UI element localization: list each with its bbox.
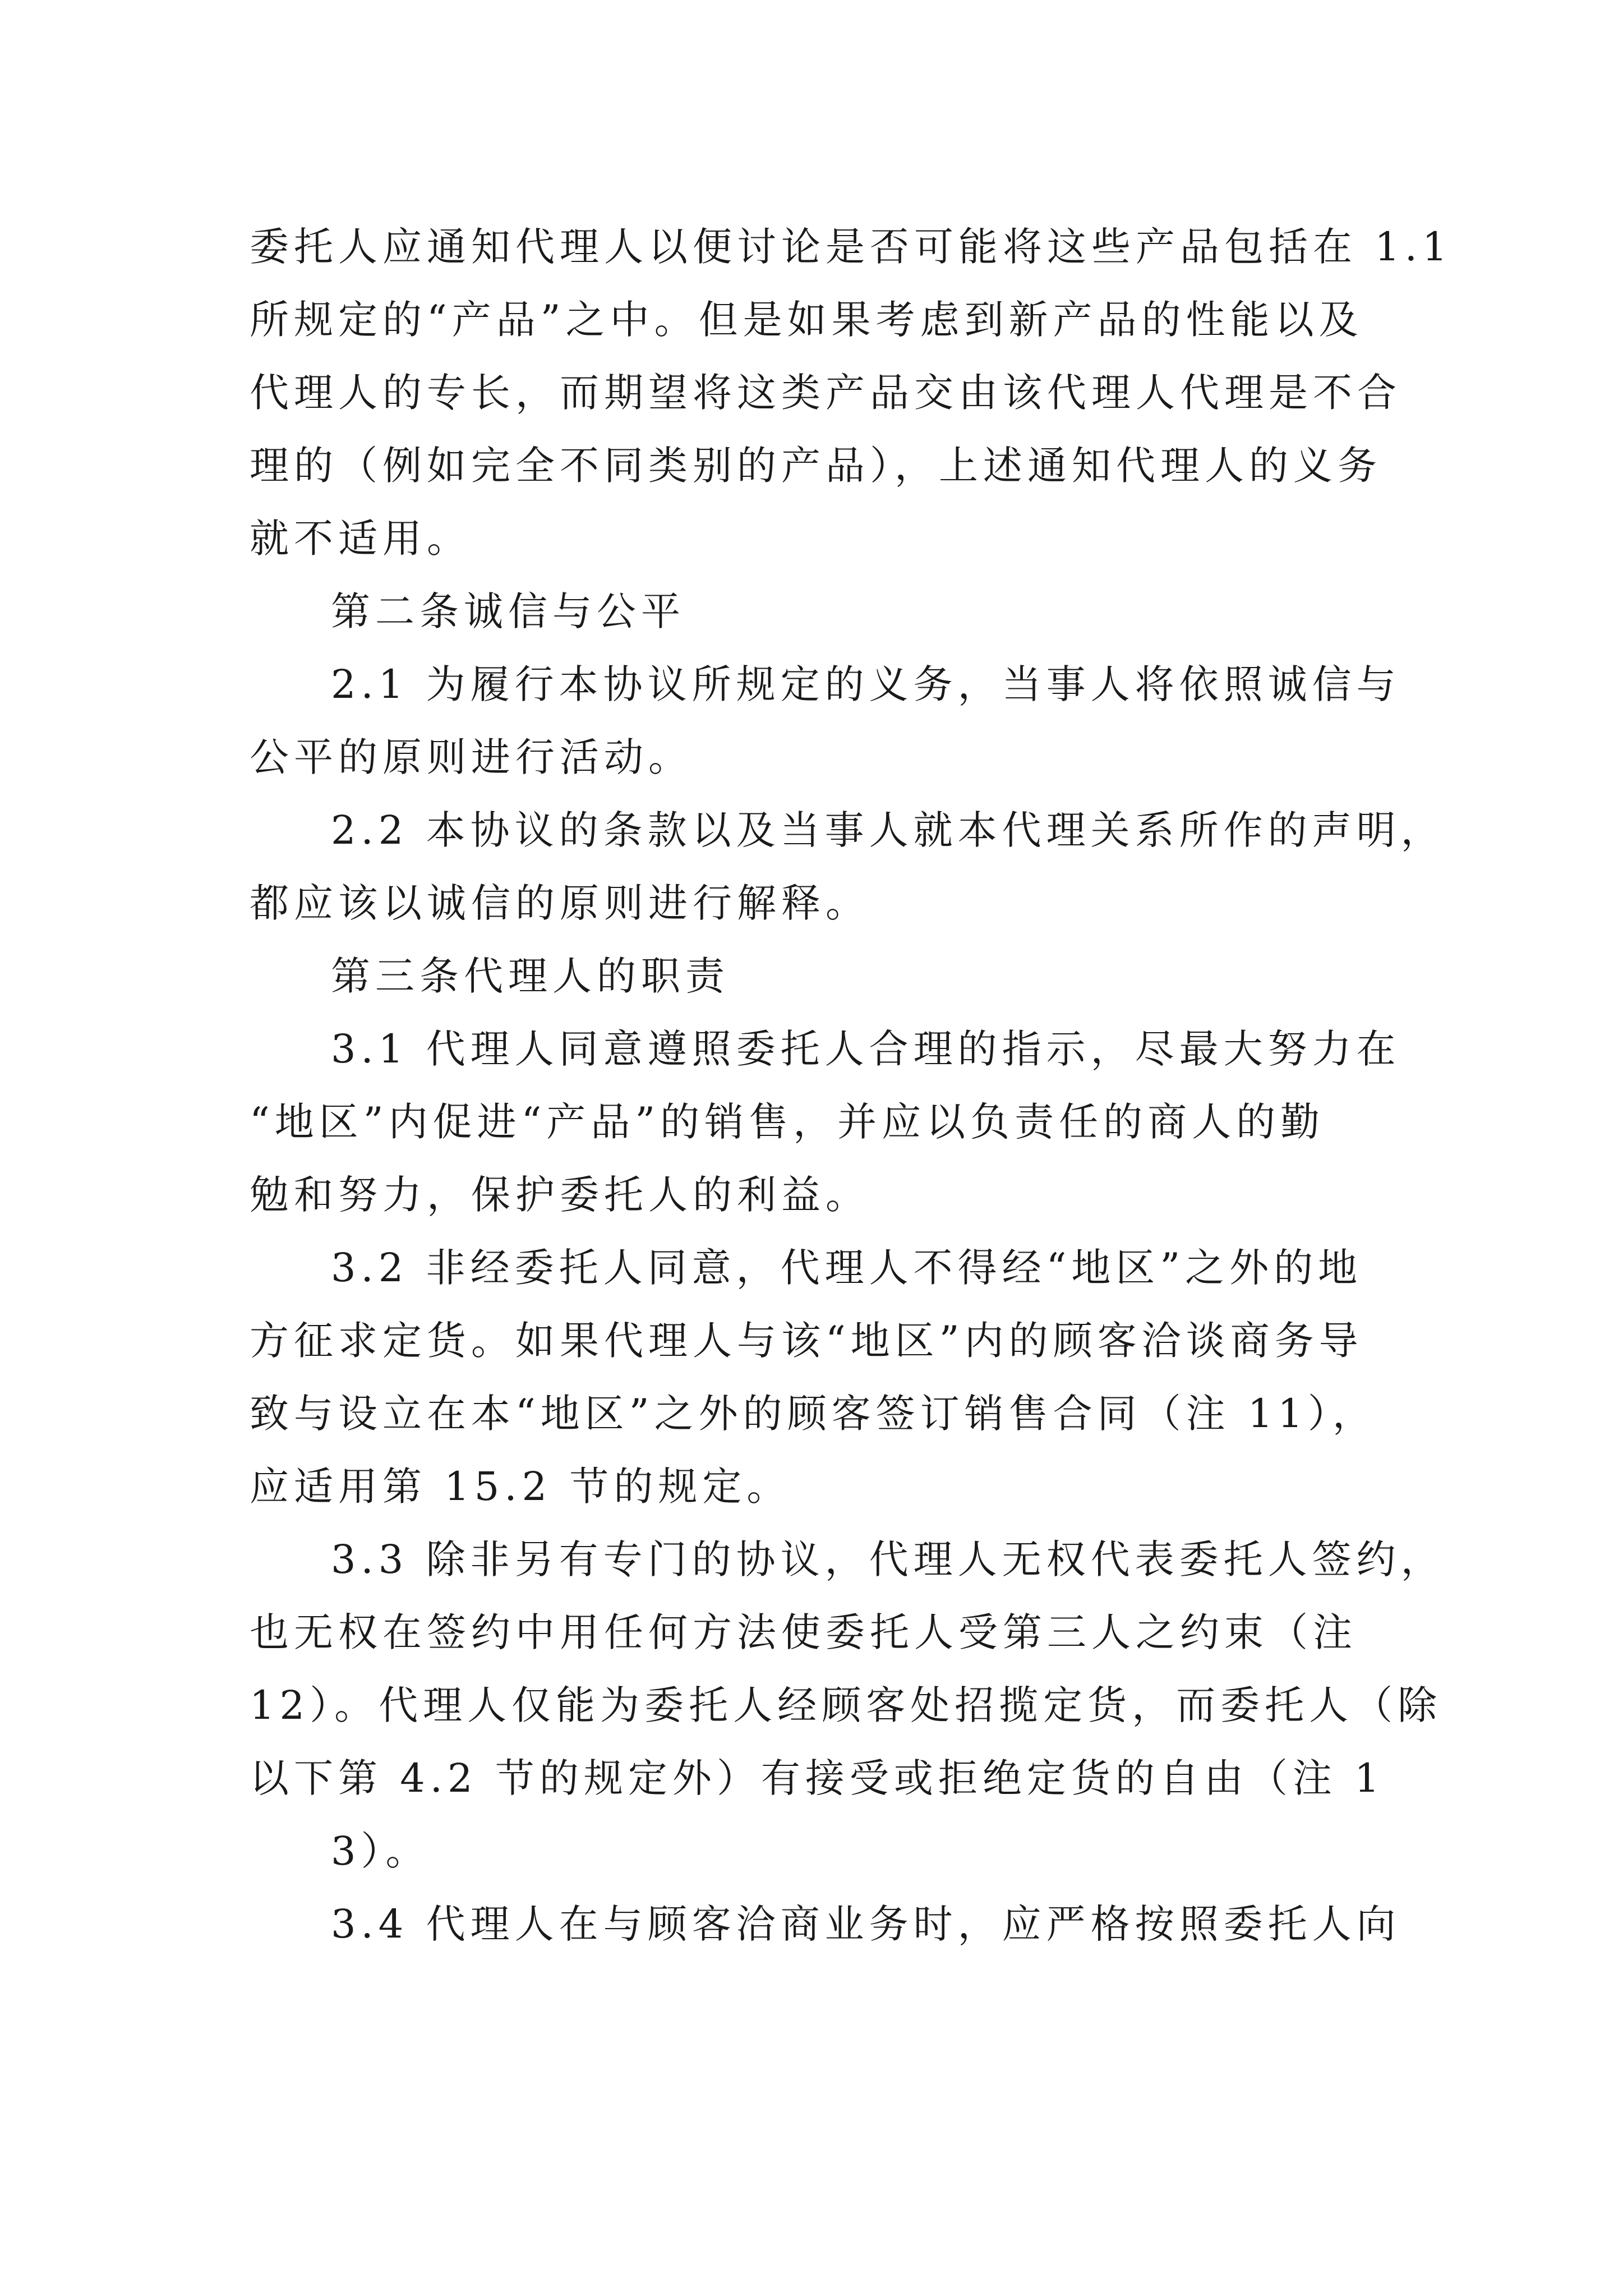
text-line: 理的（例如完全不同类别的产品），上述通知代理人的义务 [250,443,1382,489]
text-line: 3.3 除非另有专门的协议，代理人无权代表委托人签约， [331,1536,1445,1582]
text-line: 代理人的专长，而期望将这类产品交由该代理人代理是不合 [250,370,1401,416]
text-line: “地区”内促进“产品”的销售，并应以负责任的商人的勤 [250,1099,1325,1145]
text-line: 2.1 为履行本协议所规定的义务，当事人将依照诚信与 [331,661,1401,707]
text-line: 方征求定货。如果代理人与该“地区”内的顾客洽谈商务导 [250,1318,1363,1364]
text-line: 3.1 代理人同意遵照委托人合理的指示，尽最大努力在 [331,1026,1401,1072]
text-line: 致与设立在本“地区”之外的顾客签订销售合同（注 11）， [250,1391,1377,1437]
text-line: 3）。 [331,1828,430,1874]
text-line: 也无权在签约中用任何方法使委托人受第三人之约束（注 [250,1609,1357,1655]
text-line: 3.2 非经委托人同意，代理人不得经“地区”之外的地 [331,1245,1363,1291]
text-line: 公平的原则进行活动。 [250,734,693,780]
text-line: 都应该以诚信的原则进行解释。 [250,880,870,926]
section-heading: 第三条代理人的职责 [331,953,730,999]
section-heading: 第二条诚信与公平 [331,588,685,634]
text-line: 所规定的“产品”之中。但是如果考虑到新产品的性能以及 [250,297,1363,343]
text-line: 应适用第 15.2 节的规定。 [250,1464,791,1510]
text-line: 就不适用。 [250,516,471,562]
text-line: 以下第 4.2 节的规定外）有接受或拒绝定货的自由（注 1 [250,1755,1385,1801]
text-line: 勉和努力，保护委托人的利益。 [250,1172,870,1218]
text-line: 12）。代理人仅能为委托人经顾客处招揽定货，而委托人（除 [250,1682,1442,1728]
text-line: 2.2 本协议的条款以及当事人就本代理关系所作的声明， [331,807,1445,853]
text-line: 委托人应通知代理人以便讨论是否可能将这些产品包括在 1.1 [250,224,1453,270]
text-line: 3.4 代理人在与顾客洽商业务时，应严格按照委托人向 [331,1901,1401,1947]
